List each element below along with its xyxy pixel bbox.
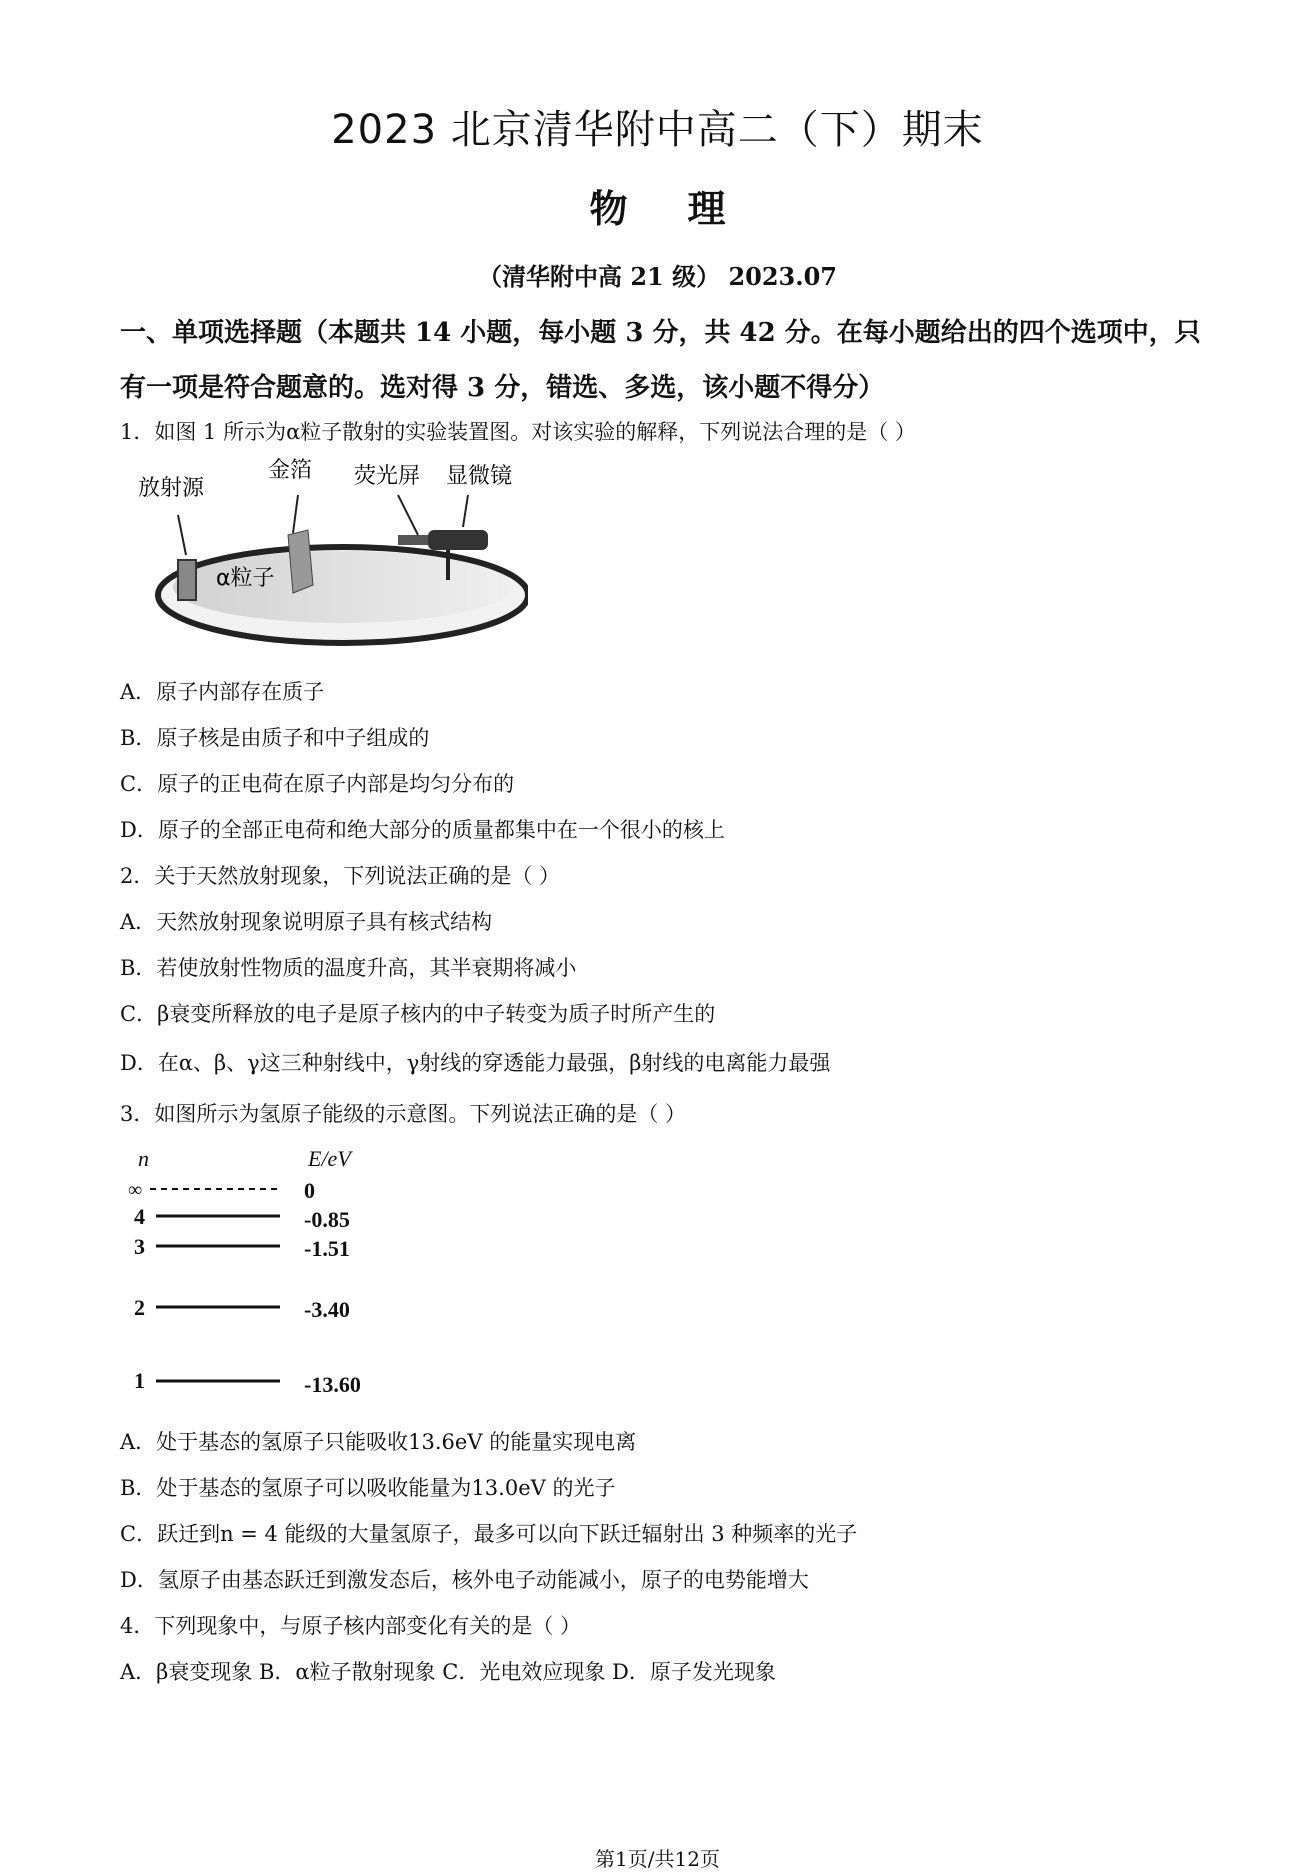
level-n-1: 1 [134, 1368, 145, 1393]
level-e-1: -13.60 [304, 1372, 361, 1397]
q2-option-a: A．天然放射现象说明原子具有核式结构 [120, 910, 493, 934]
label-screen: 荧光屏 [354, 464, 421, 489]
q4-stem: 4．下列现象中，与原子核内部变化有关的是（ ） [120, 1614, 582, 1638]
q2-stem: 2．关于天然放射现象，下列说法正确的是（ ） [120, 864, 561, 888]
exam-meta: （清华附中高 21 级） 2023.07 [477, 262, 837, 291]
subject-heading: 物理 [589, 187, 786, 231]
page-title: 2023 北京清华附中高二（下）期末 [331, 107, 984, 153]
q2-option-c: C．β衰变所释放的电子是原子核内的中子转变为质子时所产生的 [120, 1002, 716, 1026]
page-footer: 第1页/共12页 [595, 1847, 720, 1871]
level-n-4: 4 [134, 1204, 145, 1229]
hydrogen-energy-level-diagram [128, 1148, 408, 1408]
level-e-3: -1.51 [304, 1236, 350, 1261]
q3-option-c: C．跃迁到n = 4 能级的大量氢原子，最多可以向下跃迁辐射出 3 种频率的光子 [120, 1522, 858, 1546]
level-n-inf: ∞ [128, 1179, 143, 1201]
q3-option-a: A．处于基态的氢原子只能吸收13.6eV 的能量实现电离 [120, 1430, 637, 1454]
e-header: E/eV [308, 1148, 351, 1171]
q2-option-b: B．若使放射性物质的温度升高，其半衰期将减小 [120, 956, 577, 980]
q2-option-d: D．在α、β、γ这三种射线中，γ射线的穿透能力最强，β射线的电离能力最强 [120, 1051, 831, 1075]
alpha-scattering-apparatus-figure [128, 455, 528, 660]
q1-option-d: D．原子的全部正电荷和绝大部分的质量都集中在一个很小的核上 [120, 818, 725, 842]
q3-option-b: B．处于基态的氢原子可以吸收能量为13.0eV 的光子 [120, 1476, 616, 1500]
q1-option-c: C．原子的正电荷在原子内部是均匀分布的 [120, 772, 515, 796]
label-alpha-particle: α粒子 [216, 566, 275, 591]
label-source: 放射源 [138, 476, 205, 501]
q1-option-a: A．原子内部存在质子 [120, 680, 325, 704]
q1-stem: 1．如图 1 所示为α粒子散射的实验装置图。对该实验的解释，下列说法合理的是（ ） [120, 420, 916, 444]
q3-stem: 3．如图所示为氢原子能级的示意图。下列说法正确的是（ ） [120, 1102, 687, 1126]
level-e-inf: 0 [304, 1178, 315, 1203]
gold-foil [288, 530, 313, 593]
label-microscope: 显微镜 [446, 464, 513, 489]
level-n-2: 2 [134, 1295, 145, 1320]
label-foil: 金箔 [268, 458, 313, 483]
level-e-4: -0.85 [304, 1207, 350, 1232]
n-header: n [138, 1148, 149, 1171]
microscope-body [428, 530, 488, 550]
q3-option-d: D．氢原子由基态跃迁到激发态后，核外电子动能减小，原子的电势能增大 [120, 1568, 809, 1592]
screen [398, 535, 428, 545]
source-block [178, 560, 196, 600]
q1-option-b: B．原子核是由质子和中子组成的 [120, 726, 430, 750]
q4-options: A．β衰变现象 B．α粒子散射现象 C．光电效应现象 D．原子发光现象 [120, 1660, 776, 1684]
section-heading: 一、单项选择题（本题共 14 小题，每小题 3 分，共 42 分。在每小题给出的四个选项中，只有一项是符合题意的。选对得 3 分，错选、多选，该小题不得分） [120, 318, 1201, 403]
level-e-2: -3.40 [304, 1297, 350, 1322]
level-n-3: 3 [134, 1234, 145, 1259]
